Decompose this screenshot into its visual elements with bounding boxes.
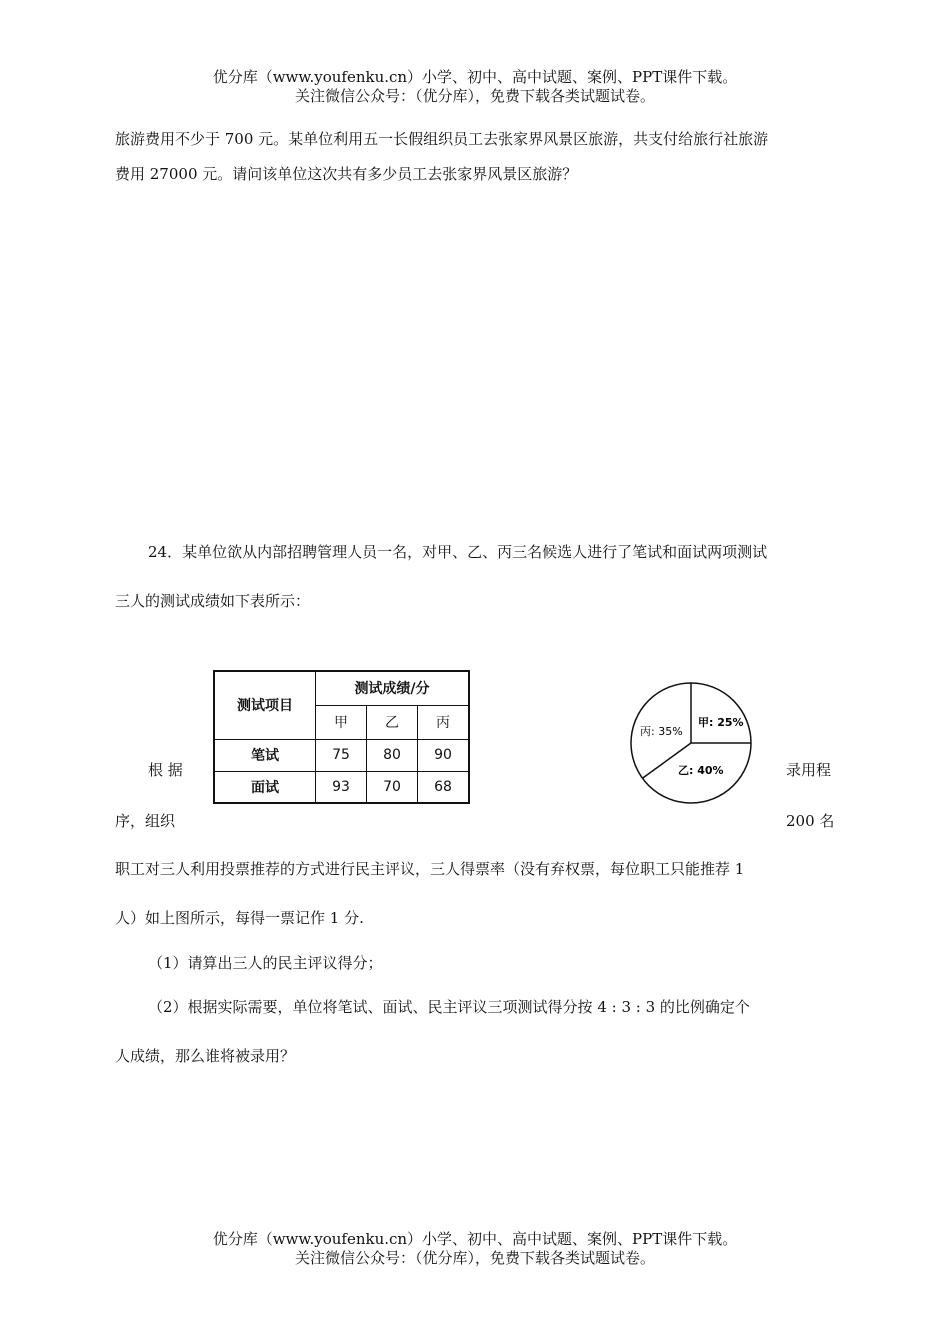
vote-pie-chart (628, 680, 754, 806)
pie-label-yi: 乙: 40% (678, 764, 724, 777)
problem-24-line-2: 三人的测试成绩如下表所示： (115, 592, 311, 610)
table-row-label: 面试 (214, 771, 316, 803)
table-cell: 90 (418, 739, 470, 771)
table-item-header: 测试项目 (214, 671, 316, 739)
table-row (214, 739, 469, 771)
problem-24-line-1: 24．某单位欲从内部招聘管理人员一名，对甲、乙、丙三名候选人进行了笔试和面试两项测试 (148, 543, 768, 561)
pie-label-bing: 丙: 35% (640, 725, 683, 738)
pie-label-jia: 甲: 25% (698, 716, 744, 729)
table-candidate-bing: 丙 (418, 705, 470, 739)
footer-line-1: 优分库（www.youfenku.cn）小学、初中、高中试题、案例、PPT课件下载。 (212, 1230, 738, 1248)
header-line-2: 关注微信公众号：（优分库），免费下载各类试题试卷。 (294, 87, 655, 105)
table-row (214, 771, 469, 803)
table-cell: 80 (367, 739, 418, 771)
prev-problem-line-2: 费用 27000 元。请问该单位这次共有多少员工去张家界风景区旅游？ (115, 165, 578, 183)
table-cell: 93 (316, 771, 367, 803)
table-cell: 70 (367, 771, 418, 803)
question-2: （2）根据实际需要，单位将笔试、面试、民主评议三项测试得分按 4 : 3 : 3 的比例确定个 (148, 998, 750, 1016)
table-candidate-jia: 甲 (316, 705, 367, 739)
question-2-cont: 人成绩，那么谁将被录用？ (115, 1047, 296, 1065)
problem-24-line-4: 人）如上图所示，每得一票记作 1 分. (115, 909, 364, 927)
table-cell: 68 (418, 771, 470, 803)
table-cell: 75 (316, 739, 367, 771)
table-score-header: 测试成绩/分 (316, 671, 470, 705)
score-table (213, 670, 470, 804)
problem-24-line-3: 职工对三人利用投票推荐的方式进行民主评议，三人得票率（没有弃权票，每位职工只能推荐 1 (115, 860, 745, 878)
table-candidate-yi: 乙 (367, 705, 418, 739)
question-1: （1）请算出三人的民主评议得分； (148, 954, 383, 972)
footer-line-2: 关注微信公众号：（优分库），免费下载各类试题试卷。 (294, 1249, 655, 1267)
left-text-a: 根 据 (148, 761, 183, 779)
header-line-1: 优分库（www.youfenku.cn）小学、初中、高中试题、案例、PPT课件下载。 (212, 68, 738, 86)
table-row-label: 笔试 (214, 739, 316, 771)
right-text-a: 录用程 (786, 761, 832, 779)
prev-problem-line-1: 旅游费用不少于 700 元。某单位利用五一长假组织员工去张家界风景区旅游，共支付给旅行社旅游 (115, 130, 769, 148)
left-text-b: 序，组织 (115, 812, 176, 830)
right-text-b: 200 名 (786, 812, 835, 830)
